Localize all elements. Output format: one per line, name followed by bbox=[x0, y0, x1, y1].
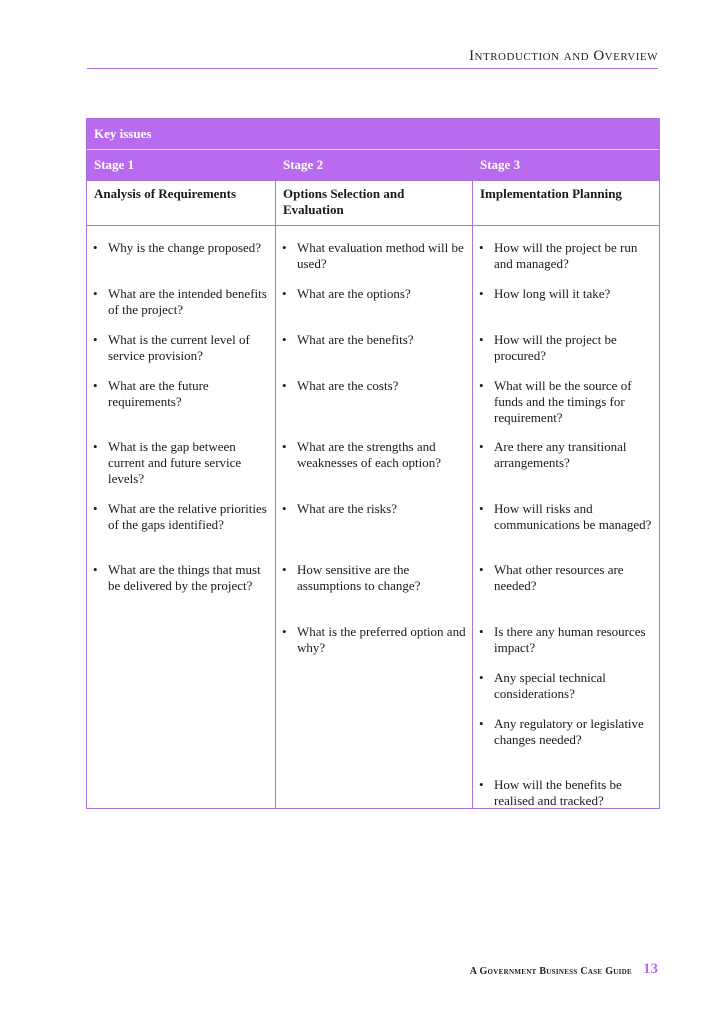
list-item: • How will the benefits be realised and tracked? bbox=[479, 777, 622, 808]
stage-3-bullets bbox=[473, 226, 659, 808]
stage-1-title: Analysis of Requirements bbox=[87, 180, 275, 226]
stage-3-header: Stage 3 bbox=[473, 150, 659, 180]
list-item: • What will be the source of funds and the timings for requirement? bbox=[479, 378, 632, 425]
list-item: • What are the things that must be delivered by the project? bbox=[93, 562, 261, 593]
list-item: • What are the future requirements? bbox=[93, 378, 209, 409]
stage-2-column bbox=[276, 150, 473, 808]
list-item: • What are the risks? bbox=[282, 501, 397, 516]
footer-guide-title: A Government Business Case Guide bbox=[469, 966, 632, 977]
list-item: • How sensitive are the assumptions to change? bbox=[282, 562, 421, 593]
list-item: • Are there any transitional arrangements? bbox=[479, 439, 627, 470]
list-item: • How will the project be procured? bbox=[479, 332, 617, 363]
stages-grid bbox=[87, 150, 659, 808]
list-item: • What is the current level of service provision? bbox=[93, 332, 250, 363]
list-item: • How long will it take? bbox=[479, 286, 611, 301]
list-item: • What is the preferred option and why? bbox=[282, 624, 466, 655]
stage-2-header: Stage 2 bbox=[276, 150, 472, 180]
list-item: • What is the gap between current and future service levels? bbox=[93, 439, 242, 486]
list-item: • What are the relative priorities of the gaps identified? bbox=[93, 501, 267, 532]
stage-1-header: Stage 1 bbox=[87, 150, 275, 180]
page-header-title: Introduction and Overview bbox=[469, 48, 658, 64]
list-item: • Is there any human resources impact? bbox=[479, 624, 646, 655]
stage-1-column bbox=[87, 150, 276, 808]
list-item: • What are the costs? bbox=[282, 378, 399, 393]
list-item: • How will the project be run and managed? bbox=[479, 240, 638, 271]
list-item: • What are the options? bbox=[282, 286, 411, 301]
list-item: • What are the benefits? bbox=[282, 332, 414, 347]
list-item: • What other resources are needed? bbox=[479, 562, 624, 593]
list-item: • Any special technical considerations? bbox=[479, 670, 606, 701]
header-divider bbox=[87, 68, 658, 69]
list-item: • How will risks and communications be managed? bbox=[479, 501, 652, 532]
list-item: • What are the strengths and weaknesses of each option? bbox=[282, 439, 442, 470]
stage-1-bullets bbox=[87, 226, 275, 808]
stage-3-column bbox=[473, 150, 659, 808]
key-issues-table bbox=[86, 118, 660, 809]
list-item: • What evaluation method will be used? bbox=[282, 240, 464, 271]
list-item: • Why is the change proposed? bbox=[93, 240, 262, 255]
key-issues-heading: Key issues bbox=[87, 119, 659, 150]
list-item: • What are the intended benefits of the project? bbox=[93, 286, 267, 317]
stage-3-title: Implementation Planning bbox=[473, 180, 659, 226]
list-item: • Any regulatory or legislative changes needed? bbox=[479, 716, 644, 747]
stage-2-bullets bbox=[276, 226, 472, 808]
page-number: 13 bbox=[643, 961, 658, 977]
stage-2-title: Options Selection and Evaluation bbox=[276, 180, 472, 226]
